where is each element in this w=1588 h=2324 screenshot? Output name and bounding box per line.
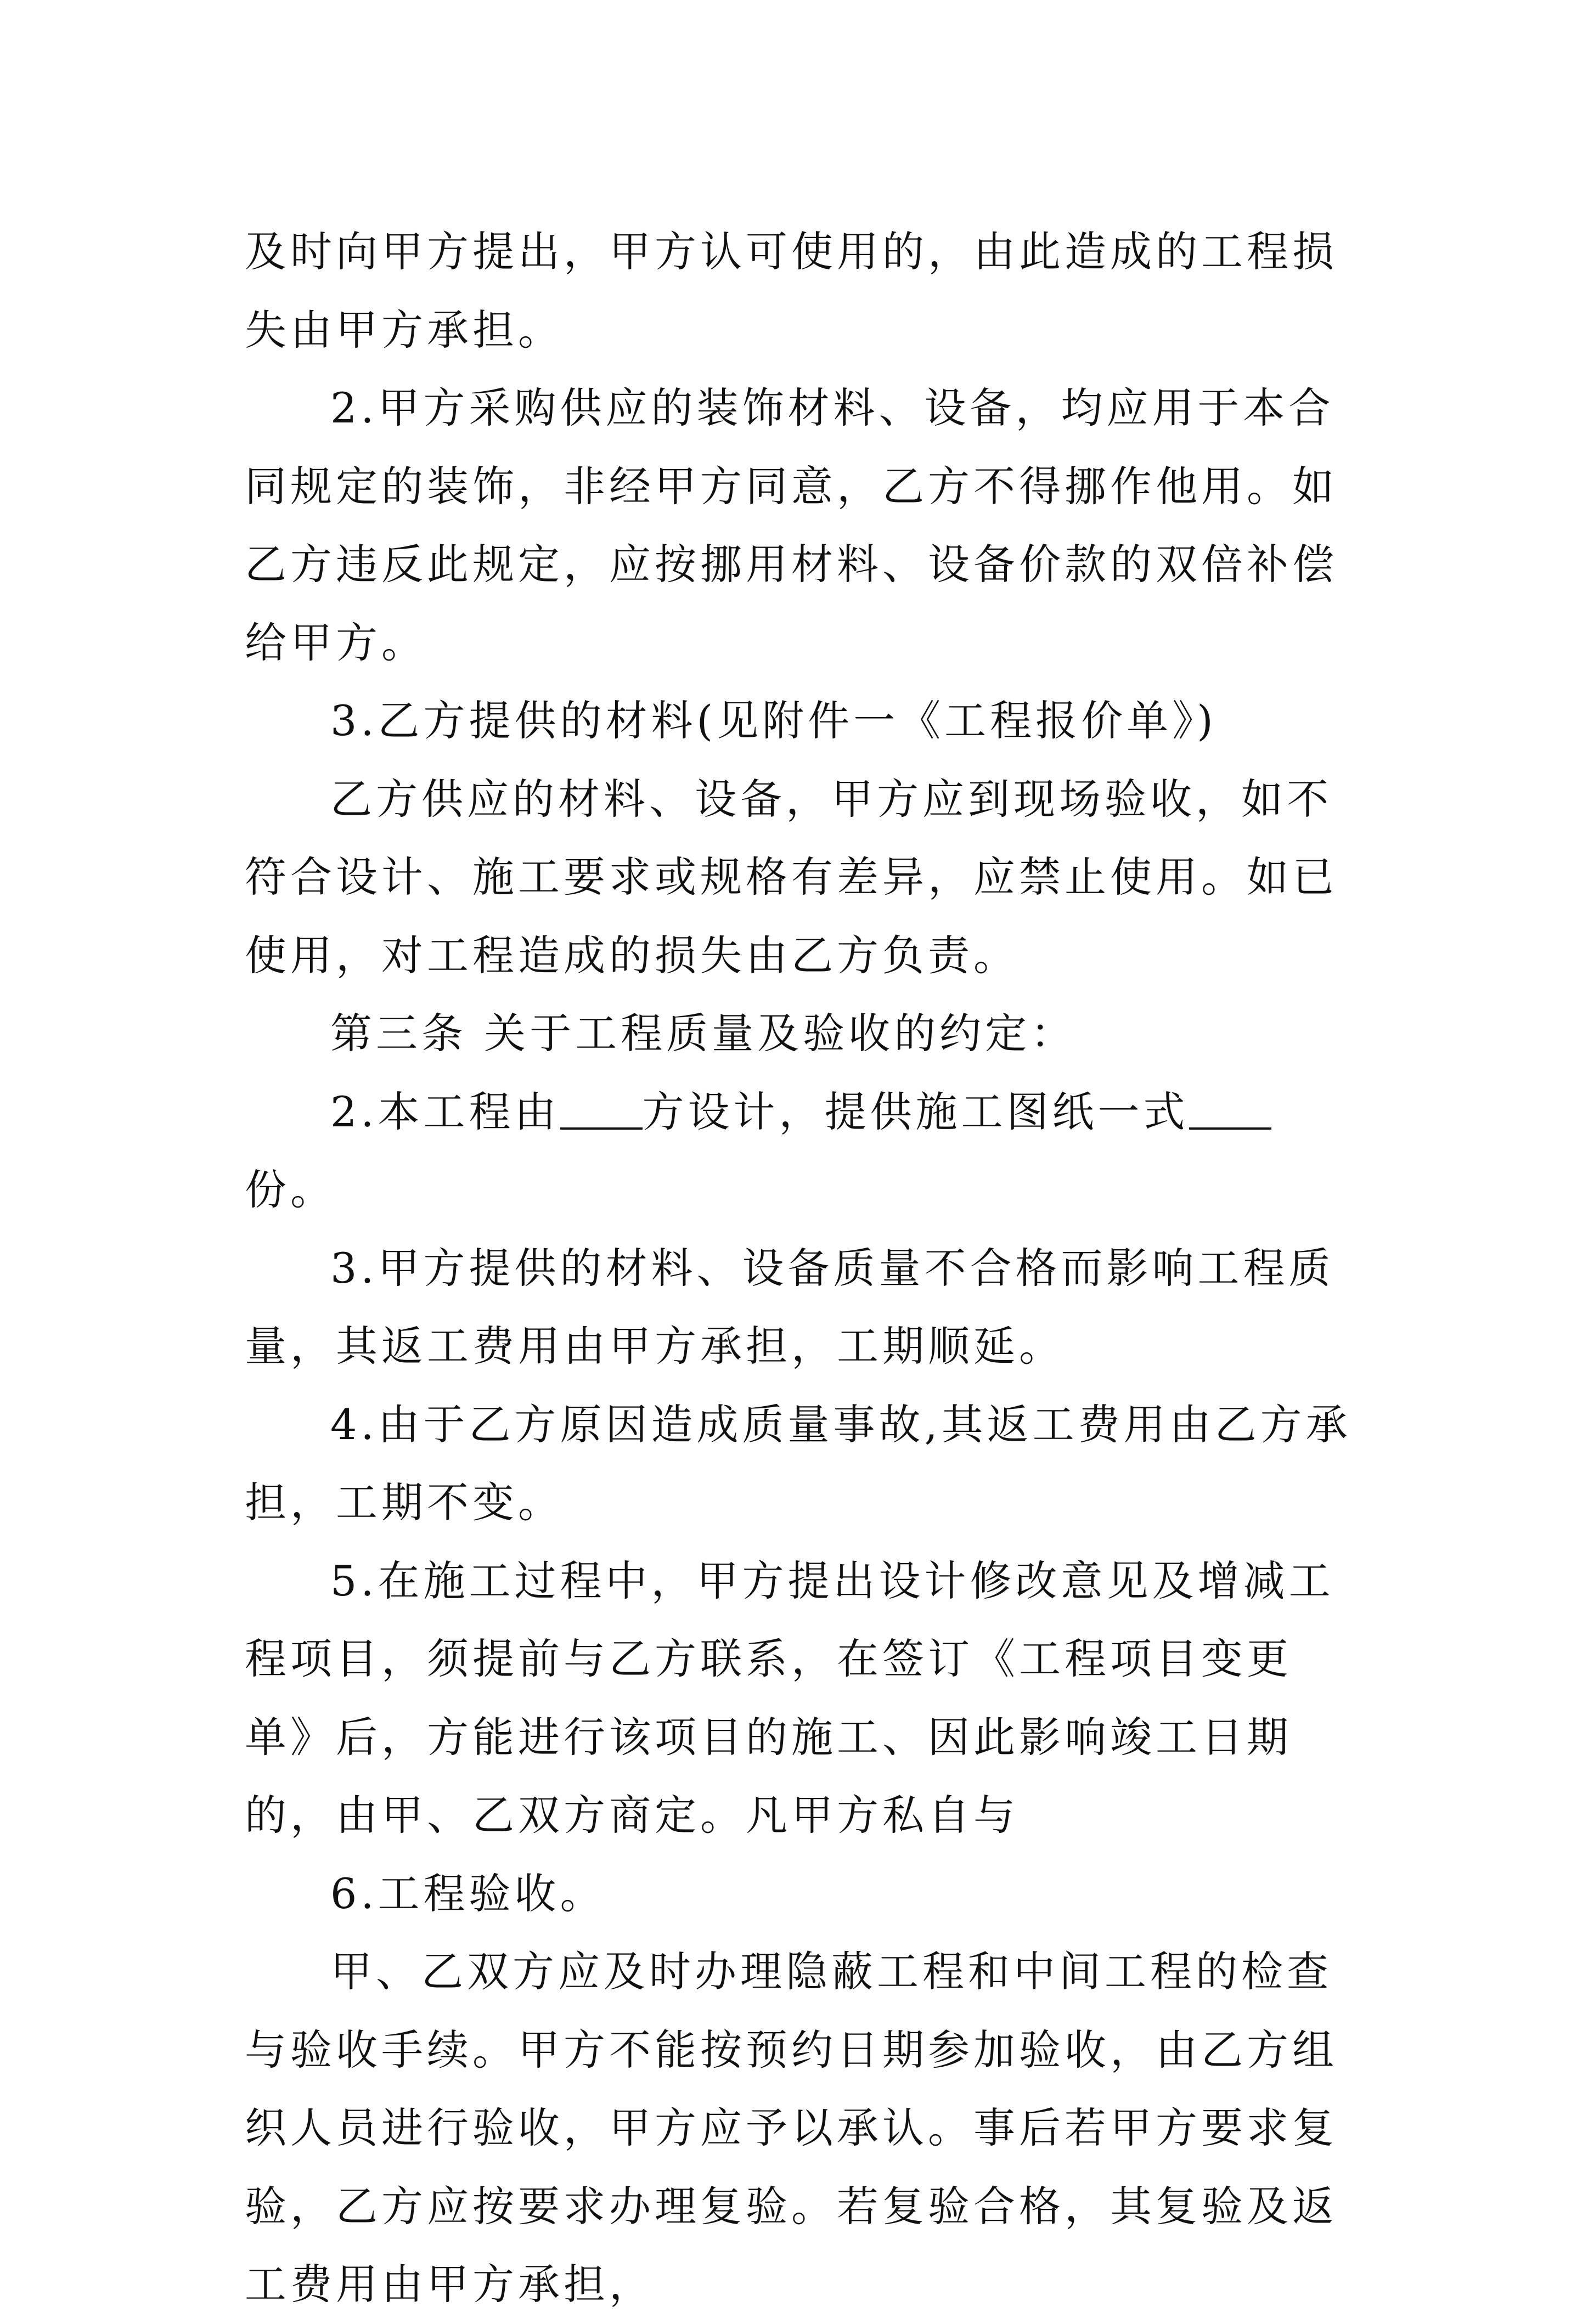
paragraph-clause-2: 2.甲方采购供应的装饰材料、设备，均应用于本合同规定的装饰，非经甲方同意，乙方不得挪作他用。如乙方违反此规定，应按挪用材料、设备价款的双倍补偿给甲方。 [245,383,1338,667]
blank-copies-field [1189,1089,1271,1130]
section-heading-article-3: 第三条 关于工程质量及验收的约定： [330,1009,1077,1058]
paragraph-acceptance: 甲、乙双方应及时办理隐蔽工程和中间工程的检查与验收手续。甲方不能按预约日期参加验收，由乙方组织人员进行验收，甲方应予以承认。事后若甲方要求复验，乙方应按要求办理复验。若复验合格，其复验及返工费用由甲方承担， [245,1947,1338,2309]
paragraph-clause-3-quality: 3.甲方提供的材料、设备质量不合格而影响工程质量，其返工费用由甲方承担，工期顺延。 [245,1243,1334,1370]
document-body [245,213,1353,2324]
blank-designer-field [560,1089,643,1130]
design-clause-part-3: 份。 [245,1165,336,1214]
paragraph-continuation: 及时向甲方提出，甲方认可使用的，由此造成的工程损失由甲方承担。 [245,227,1338,354]
paragraph-clause-5: 5.在施工过程中，甲方提出设计修改意见及增减工程项目，须提前与乙方联系，在签订《工程项目变更单》后，方能进行该项目的施工、因此影响竣工日期的，由甲、乙双方商定。凡甲方私自与 [245,1556,1334,1840]
paragraph-design-clause [245,1073,1353,1229]
paragraph-clause-3: 3.乙方提供的材料(见附件一《工程报价单》) [330,696,1217,745]
design-clause-part-1: 2.本工程由 [330,1087,560,1136]
paragraph-clause-4: 4.由于乙方原因造成质量事故,其返工费用由乙方承担，工期不变。 [245,1400,1352,1527]
paragraph-clause-6: 6.工程验收。 [330,1869,606,1918]
design-clause-part-2: 方设计，提供施工图纸一式 [642,1087,1189,1136]
paragraph-material-inspection: 乙方供应的材料、设备，甲方应到现场验收，如不符合设计、施工要求或规格有差异，应禁止使用。如已使用，对工程造成的损失由乙方负责。 [245,774,1338,980]
